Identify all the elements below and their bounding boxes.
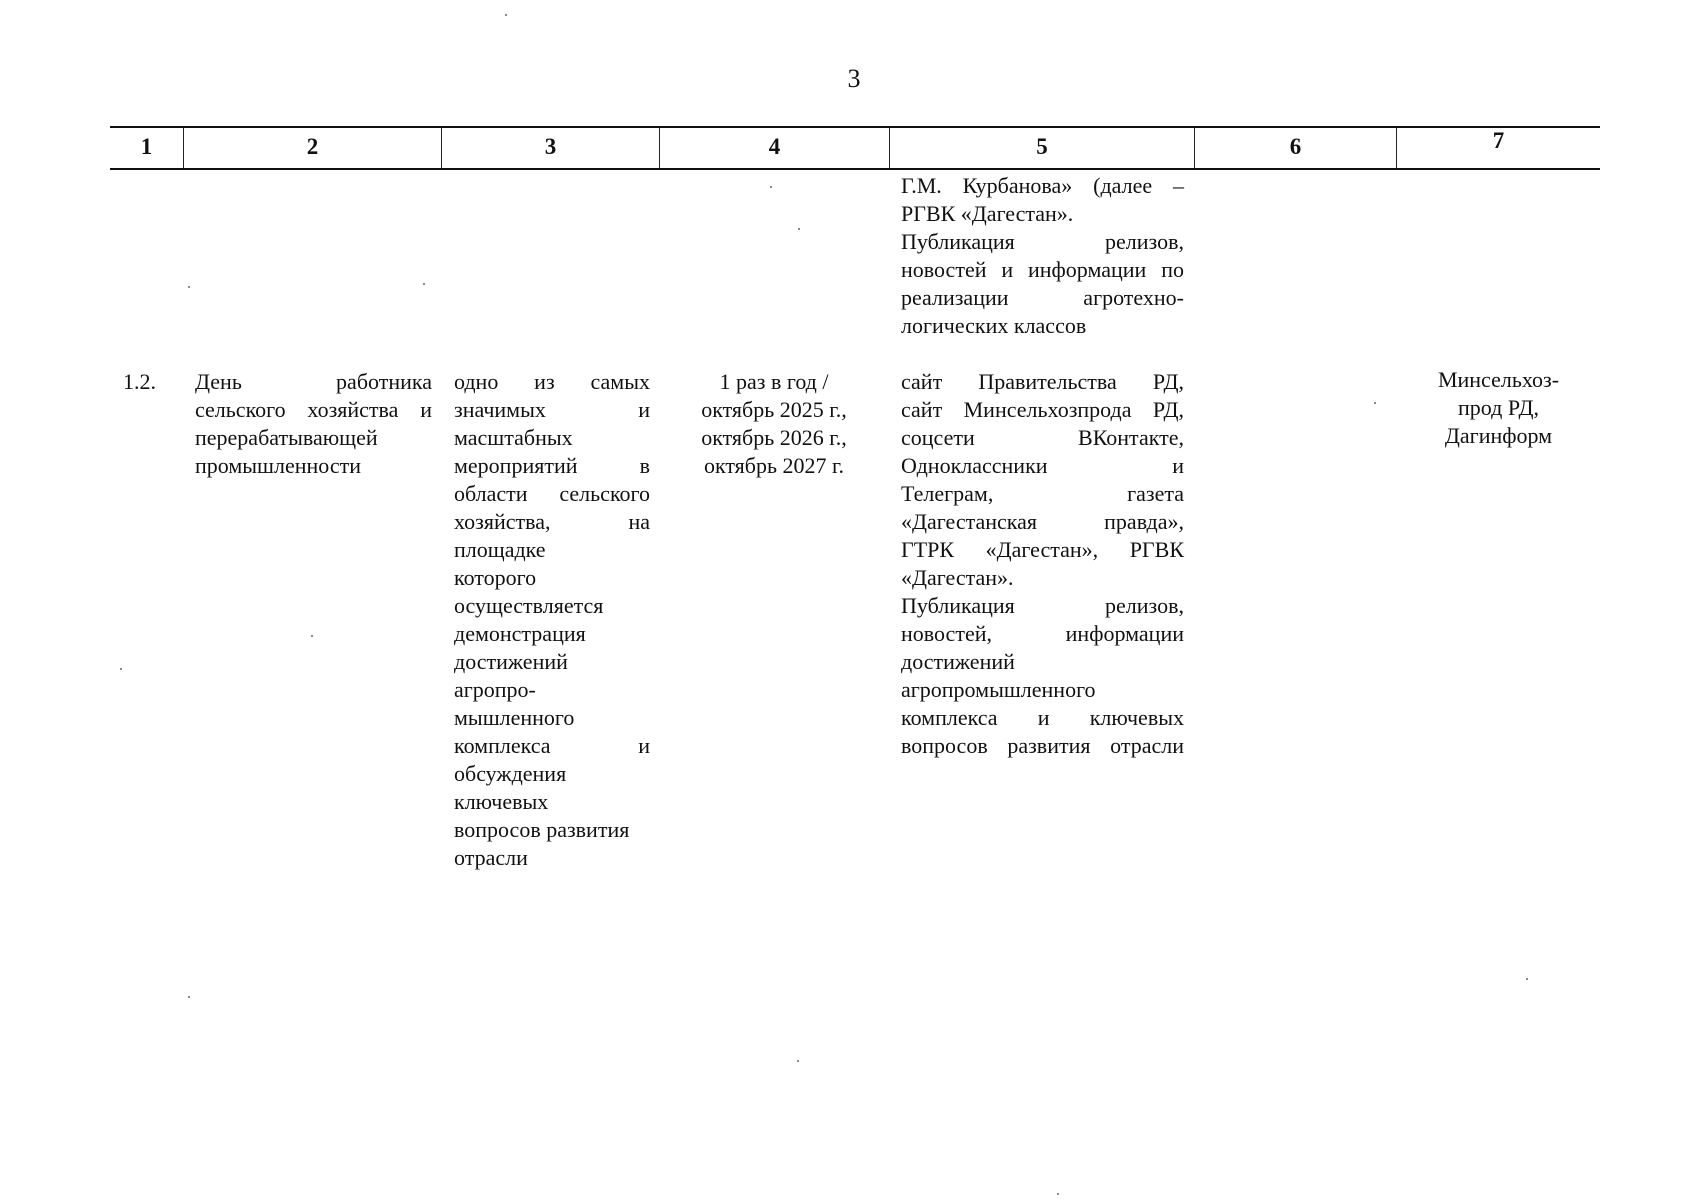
text-line: площадке xyxy=(454,537,546,562)
text-line: Минсельхоз- xyxy=(1437,367,1560,392)
text-line: Телеграм, газета xyxy=(901,481,1184,506)
text-line: вопросов развития отрасли xyxy=(901,733,1184,758)
scan-speck xyxy=(505,14,507,16)
text-line: День работника xyxy=(195,369,432,394)
column-header-2: 2 xyxy=(306,134,319,159)
text-line: новостей и информации по xyxy=(901,257,1184,282)
text-line: сельского хозяйства и xyxy=(195,397,432,422)
text-line: логических классов xyxy=(901,313,1087,338)
text-line: ГТРК «Дагестан», РГВК xyxy=(901,537,1184,562)
text-line: комплекса и xyxy=(454,733,650,758)
text-line: Дагинформ xyxy=(1444,423,1553,448)
text-line: значимых и xyxy=(454,397,650,422)
text-line: комплекса и ключевых xyxy=(901,705,1184,730)
text-line: одно из самых xyxy=(454,369,650,394)
text-line: Публикация релизов, xyxy=(901,229,1184,254)
text-line: Г.М. Курбанова» (далее – xyxy=(901,173,1184,198)
row-col3-description xyxy=(454,368,650,872)
text-line: октябрь 2026 г., xyxy=(701,425,847,450)
text-line: вопросов развития xyxy=(454,817,630,842)
row-number: 1.2. xyxy=(123,369,156,394)
text-line: соцсети ВКонтакте, xyxy=(901,425,1184,450)
column-header-5: 5 xyxy=(1036,134,1048,159)
text-line: Одноклассники и xyxy=(901,453,1184,478)
text-line: промышленности xyxy=(195,453,361,478)
text-line: мышленного xyxy=(454,705,575,730)
scan-speck xyxy=(120,668,122,670)
column-header-6: 6 xyxy=(1289,134,1302,159)
text-line: отрасли xyxy=(454,845,528,870)
scan-speck xyxy=(798,228,800,230)
continued-row-col5 xyxy=(901,172,1184,340)
page-number: 3 xyxy=(847,64,861,93)
text-line: реализации агротехно- xyxy=(901,285,1184,310)
text-line: мероприятий в xyxy=(454,453,650,478)
scan-speck xyxy=(423,283,425,285)
row-col7-responsible xyxy=(1397,366,1600,450)
text-line: новостей, информации xyxy=(901,621,1184,646)
text-line: области сельского xyxy=(454,481,650,506)
text-line: сайт Минсельхозпрода РД, xyxy=(901,397,1184,422)
column-header-1: 1 xyxy=(140,134,153,159)
text-line: октябрь 2025 г., xyxy=(701,397,847,422)
text-line: Публикация релизов, xyxy=(901,593,1184,618)
table-top-rule xyxy=(110,126,1600,128)
scan-speck xyxy=(1526,978,1528,980)
table-header-bottom-rule xyxy=(110,168,1600,170)
column-header-3: 3 xyxy=(544,134,557,159)
text-line: перерабатывающей xyxy=(195,425,378,450)
text-line: осуществляется xyxy=(454,593,604,618)
row-col5-media-channels xyxy=(901,368,1184,760)
text-line: ключевых xyxy=(454,789,549,814)
scan-speck xyxy=(797,1060,799,1062)
text-line: масштабных xyxy=(454,425,573,450)
text-line: агропромышленного xyxy=(901,677,1096,702)
scan-speck xyxy=(1057,1193,1059,1195)
text-line: сайт Правительства РД, xyxy=(901,369,1184,394)
text-line: демонстрация xyxy=(454,621,586,646)
column-header-7: 7 xyxy=(1492,128,1505,153)
scan-speck xyxy=(770,186,772,188)
row-col2-event-name xyxy=(195,368,432,480)
text-line: которого xyxy=(454,565,537,590)
text-line: «Дагестан». xyxy=(901,565,1014,590)
text-line: октябрь 2027 г. xyxy=(703,453,845,478)
scan-speck xyxy=(188,286,190,288)
row-col4-schedule xyxy=(667,368,881,480)
text-line: достижений xyxy=(901,649,1015,674)
text-line: прод РД, xyxy=(1458,395,1539,420)
text-line: обсуждения xyxy=(454,761,567,786)
text-line: агропро- xyxy=(454,677,536,702)
text-line: достижений xyxy=(454,649,568,674)
text-line: «Дагестанская правда», xyxy=(901,509,1184,534)
text-line: 1 раз в год / xyxy=(719,369,829,394)
text-line: РГВК «Дагестан». xyxy=(901,201,1074,226)
column-header-4: 4 xyxy=(768,134,781,159)
scan-speck xyxy=(311,635,313,637)
text-line: хозяйства, на xyxy=(454,509,650,534)
scan-speck xyxy=(188,996,190,998)
scan-speck xyxy=(1374,402,1376,404)
